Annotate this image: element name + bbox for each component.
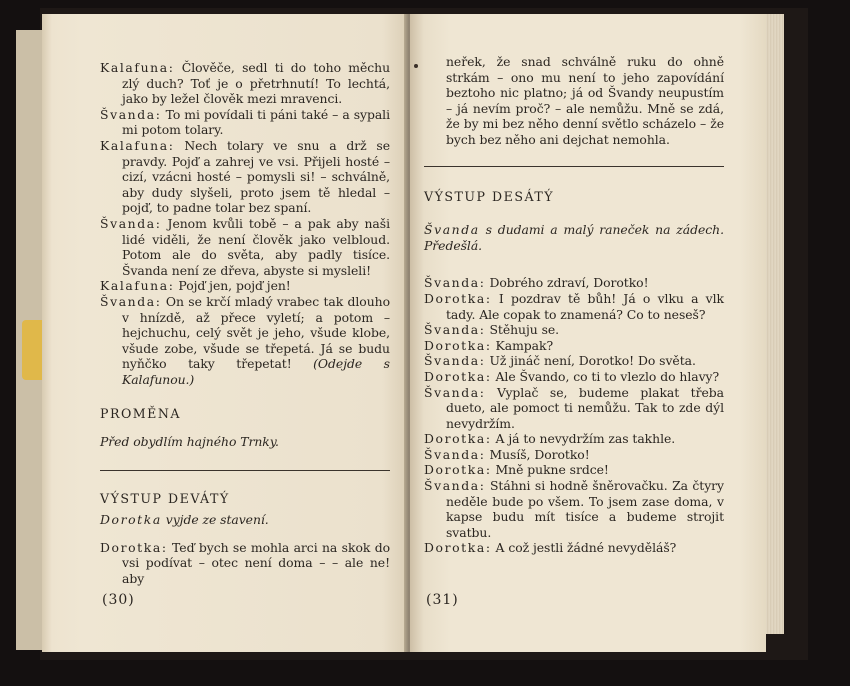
dialogue-line (424, 478, 724, 540)
speech-text: To mi povídali ti páni také – a sypali mi potom tolary. (122, 106, 390, 138)
speech-text: A já to nevydržím zas takhle. (491, 431, 676, 447)
speaker-name: Švanda: (100, 106, 162, 122)
speech-text: Pojď jen, pojď jen! (174, 278, 291, 294)
dialogue-line (424, 431, 724, 447)
dialogue-line (100, 540, 390, 587)
dialogue-line (424, 275, 724, 291)
speech-text: Člověče, sedl ti do toho měchu zlý duch? Toť je o přetrhnutí! To lechtá, jako by ležel člověk mezi mravenci. (122, 60, 390, 107)
stage-direction-promena: Před obydlím hajného Trnky. (100, 434, 279, 450)
stage-text: vyjde ze stavení. (161, 512, 269, 528)
dialogue-line (100, 278, 390, 294)
speaker-name: Kalafuna: (100, 137, 175, 153)
speech-text: Kampak? (491, 337, 554, 353)
speaker-name: Švanda: (424, 384, 486, 400)
right-page (410, 14, 766, 652)
speech-text: Nech tolary ve snu a drž se pravdy. Pojď a zahrej ve vsi. Přijeli hosté – cizí, vzácni hosté – pomysli si! – schválně, aby dudy slyšeli, proto jsem tě hledal – pojď, to padne tolar bez spaní. (122, 137, 390, 216)
dialogue-line (424, 540, 724, 556)
left-dialogue (100, 60, 390, 387)
dialogue-line (424, 291, 724, 322)
dialogue-line (100, 107, 390, 138)
bookmark-tab (22, 320, 42, 380)
stage-text: s dudami a malý raneček na zádech. Předešlá. (424, 222, 724, 253)
speech-text: On se krčí mladý vrabec tak dlouho v hnízdě, až přece vyletí; a potom – hejchuchu, celý svět je jeho, všude klobe, všude zobe, všude se třepetá. Já se budu nyňčko taky třepetat! (122, 293, 390, 372)
speech-text: Už jináč není, Dorotko! Do světa. (485, 353, 696, 369)
continuation-text: neřek, že snad schválně ruku do ohně strkám – ono mu není to jeho zapovídání beztoho nic platno; já od Švandy neupustím – já nevím proč? – ale nemůžu. Mně se zdá, že by mi bez něho denní světlo scházelo – že bych bez něho ani dejchat nemohla. (446, 54, 724, 147)
section-title-tenth: VÝSTUP DESÁTÝ (424, 188, 555, 204)
section-promena: PROMĚNA (100, 406, 181, 422)
speaker-name: Švanda: (424, 353, 486, 369)
speaker-name: Švanda: (424, 275, 486, 291)
dialogue-line (424, 322, 724, 338)
dialogue-line (100, 138, 390, 216)
speech-text: Stěhuju se. (485, 322, 560, 338)
speaker-name: Dorotka: (424, 540, 492, 556)
dialogue-line (424, 353, 724, 369)
left-page (42, 14, 410, 652)
speaker-name: Kalafuna: (100, 60, 175, 75)
left-page-text (100, 60, 390, 587)
speaker-name: Kalafuna: (100, 278, 175, 294)
dialogue-line (100, 294, 390, 388)
stage-direction-tenth (424, 222, 724, 253)
speaker-name: Dorotka: (424, 431, 492, 447)
speech-text: Mně pukne srdce! (491, 462, 609, 478)
dialogue-line (424, 462, 724, 478)
stage-speaker: Dorotka (100, 512, 162, 528)
speech-text: I pozdrav tě bůh! Já o vlku a vlk tady. Ale copak to znamená? Co to neseš? (446, 290, 724, 322)
speaker-name: Dorotka: (424, 290, 492, 306)
page-edges (766, 14, 784, 634)
speaker-name: Dorotka: (424, 337, 492, 353)
speaker-name: Švanda: (424, 446, 486, 462)
speech-text: Ale Švando, co ti to vlezlo do hlavy? (491, 368, 720, 384)
speaker-name: Dorotka: (100, 539, 168, 555)
page-number-right: (31) (426, 592, 459, 608)
right-page-text (424, 54, 724, 556)
speaker-name: Dorotka: (424, 368, 492, 384)
bullet-mark (414, 64, 418, 68)
stage-speaker: Švanda (424, 222, 480, 238)
section-title-ninth: VÝSTUP DEVÁTÝ (100, 490, 230, 506)
speech-text: Dobrého zdraví, Dorotko! (485, 275, 649, 291)
book-cover-edge (16, 30, 42, 650)
dialogue-line (100, 60, 390, 107)
dialogue-line (424, 338, 724, 354)
dialogue-line (424, 385, 724, 432)
speaker-name: Švanda: (100, 293, 162, 309)
speaker-name: Švanda: (424, 322, 486, 338)
stage-direction-entry (100, 512, 390, 528)
dialogue-line (424, 447, 724, 463)
speech-text: Teď bych se mohla arci na skok do vsi podívat – otec není doma – – ale ne! aby (122, 539, 390, 587)
right-dialogue (424, 275, 724, 556)
speaker-name: Švanda: (424, 478, 486, 494)
speech-text: Jenom kvůli tobě – a pak aby naši lidé viděli, že není člověk jako velbloud. Potom ale do světa, aby padly tisíce. Švanda není ze dřeva, abyste si mysleli! (122, 215, 390, 278)
speech-text: Vyplač se, budeme plakat třeba dueto, ale pomoct ti nemůžu. Tak to zde dýl nevydržím. (446, 384, 724, 431)
stage-direction-inline: (Odejde s Kalafunou.) (122, 356, 390, 387)
speech-text: Musíš, Dorotko! (485, 446, 590, 462)
dialogue-line (424, 369, 724, 385)
speech-text: Stáhni si hodně šněrovačku. Za čtyry neděle bude po všem. To jsem zase doma, v kapse budu mít tisíce a budeme strojit svatbu. (446, 478, 724, 540)
speaker-name: Švanda: (100, 215, 162, 231)
dialogue-line (100, 216, 390, 278)
speaker-name: Dorotka: (424, 462, 492, 478)
speech-text: A což jestli žádné nevyděláš? (491, 540, 677, 556)
page-number-left: (30) (102, 592, 135, 608)
